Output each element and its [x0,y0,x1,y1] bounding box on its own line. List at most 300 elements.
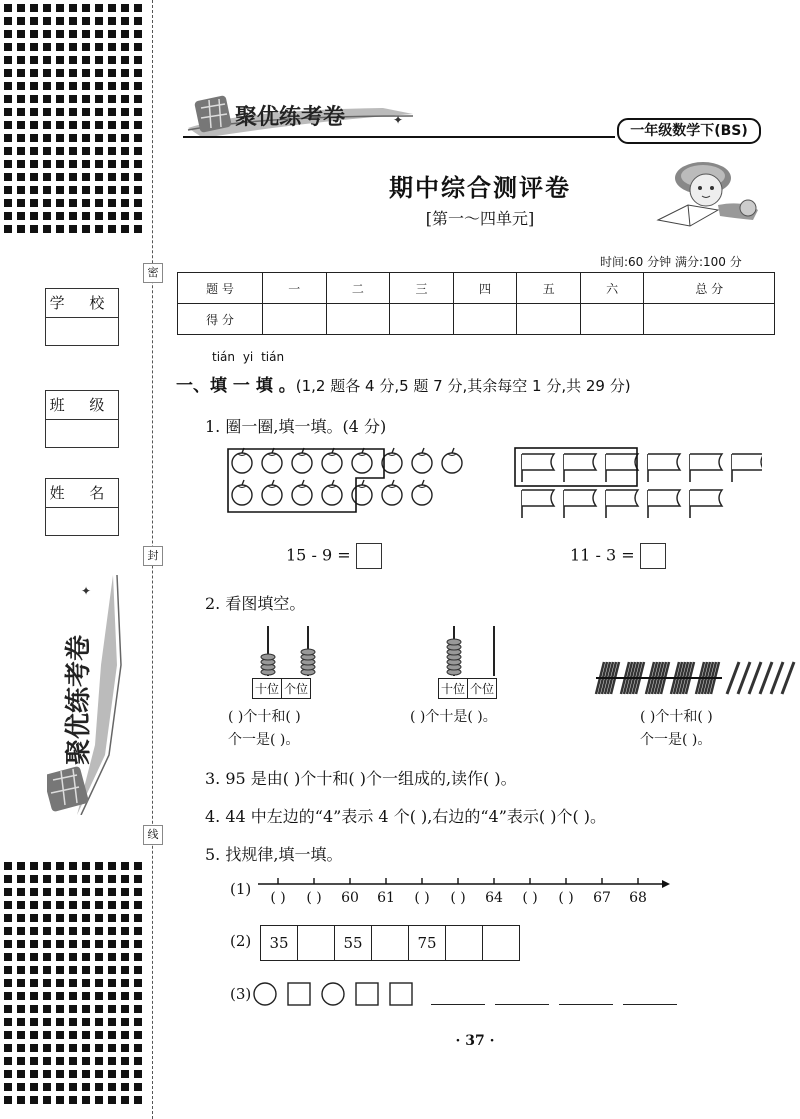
dot [134,147,142,155]
dot [95,147,103,155]
dot [43,17,51,25]
dot [82,966,90,974]
dot [17,1057,25,1065]
dot [69,1096,77,1104]
dot [43,953,51,961]
dot [69,225,77,233]
dot [134,225,142,233]
dot [56,225,64,233]
single-stick [738,662,750,694]
dot [82,134,90,142]
dot [69,1083,77,1091]
dot [69,160,77,168]
dot [43,1018,51,1026]
pattern-blank[interactable] [623,984,677,1005]
class-field[interactable] [45,390,119,448]
dot [134,4,142,12]
dot [108,1083,116,1091]
dot [108,82,116,90]
dot [134,1070,142,1078]
dot [69,43,77,51]
dot [30,30,38,38]
abacus-2-labels [438,678,497,699]
square-shape [288,983,310,1005]
dot [4,940,12,948]
dot [95,966,103,974]
dot [56,940,64,948]
time-score-info: 时间:60 分钟 满分:100 分 [600,255,742,269]
dot [82,1083,90,1091]
stick-bundle [621,662,647,694]
single-stick [749,662,761,694]
dot [69,30,77,38]
dot [82,901,90,909]
dot [108,147,116,155]
number-sequence-table [260,925,520,961]
dot [17,30,25,38]
page-number: · 37 · [455,1033,495,1049]
dot [56,173,64,181]
dot [43,4,51,12]
section-note: (1,2 题各 4 分,5 题 7 分,其余每空 1 分,共 29 分) [295,377,631,395]
dot [17,901,25,909]
dot [43,212,51,220]
square-shape [356,983,378,1005]
dot [121,1057,129,1065]
score-cell[interactable] [390,304,454,335]
dot [134,95,142,103]
dot [82,186,90,194]
dot [121,862,129,870]
dot [56,1083,64,1091]
dot [17,186,25,194]
dot [69,4,77,12]
dot [43,186,51,194]
dot [82,979,90,987]
number-line [258,874,670,908]
dot [95,134,103,142]
flag-icon [648,490,680,518]
pattern-blank[interactable] [495,984,549,1005]
dot [56,888,64,896]
dot [134,199,142,207]
dot [30,134,38,142]
vertical-brand-logo [47,575,127,815]
dot [95,927,103,935]
dot [108,69,116,77]
dot [82,43,90,51]
dot [121,43,129,51]
score-cell[interactable] [517,304,581,335]
dot [95,1005,103,1013]
section-pinyin: tián yi tián [212,350,285,364]
dot [134,160,142,168]
dot [56,147,64,155]
dot [56,30,64,38]
class-label: 班 级 [46,391,118,420]
dot [17,979,25,987]
dot [82,56,90,64]
name-blank[interactable] [46,508,118,535]
seal-mark-xian: 线 [143,825,163,845]
dot [43,875,51,883]
dot [4,966,12,974]
dot [121,888,129,896]
dot [17,953,25,961]
q2-blank-3b[interactable]: 个一是( )。 [640,732,712,748]
dot [108,1018,116,1026]
girl-reading-illustration [648,150,763,230]
dot [121,1096,129,1104]
star-icon: ✦ [393,113,404,127]
dot [43,225,51,233]
dot [121,4,129,12]
dot [82,4,90,12]
dot [43,1096,51,1104]
dot [43,82,51,90]
dot [95,1083,103,1091]
dot [108,186,116,194]
dot [95,875,103,883]
question-1-text: 1. 圈一圈,填一填。(4 分) [205,417,387,436]
dot [121,1005,129,1013]
score-cell[interactable] [453,304,517,335]
dot [43,1005,51,1013]
dot [95,992,103,1000]
dot [4,1057,12,1065]
apple-icon [442,448,462,473]
dot [134,212,142,220]
school-field[interactable] [45,288,119,346]
dot [43,927,51,935]
q2-blank-1b[interactable]: 个一是( )。 [228,732,300,748]
dot [108,134,116,142]
apple-icon [322,480,342,505]
dot [108,95,116,103]
dot [4,212,12,220]
bead [447,639,461,645]
flag-icon [564,454,596,482]
dot [43,56,51,64]
dot [43,992,51,1000]
flag-icon [648,454,680,482]
dot [121,225,129,233]
dot [108,225,116,233]
table-header-cell: 五 [517,273,581,304]
q2-blank-3a[interactable]: ( )个十和( ) [640,709,713,725]
dot [17,875,25,883]
dot [121,173,129,181]
dot [69,1018,77,1026]
bead [261,654,275,660]
dot [30,1057,38,1065]
question-3-text[interactable]: 3. 95 是由( )个十和( )个一组成的,读作( )。 [205,769,517,788]
class-blank[interactable] [46,420,118,447]
question-5-text: 5. 找规律,填一填。 [205,845,343,864]
dot [30,862,38,870]
dot [17,108,25,116]
single-stick [727,662,739,694]
dot [69,212,77,220]
dot [121,940,129,948]
dot [30,901,38,909]
stick-bundle [671,662,697,694]
score-cell[interactable] [263,304,327,335]
dot [56,95,64,103]
dot [95,1018,103,1026]
dot [17,1083,25,1091]
q5-part1-label: (1) [230,880,252,898]
dot [4,1096,12,1104]
dot [95,888,103,896]
dot [56,186,64,194]
dot [82,95,90,103]
dot [17,1018,25,1026]
dot [82,69,90,77]
bead [301,649,315,655]
question-4-text[interactable]: 4. 44 中左边的“4”表示 4 个( ),右边的“4”表示( )个( )。 [205,807,607,826]
number-line-label: 67 [593,890,611,906]
dot [30,1005,38,1013]
dot [121,69,129,77]
dot [82,121,90,129]
stick-bundle [646,662,672,694]
dot [95,1070,103,1078]
dot [134,901,142,909]
pattern-blank[interactable] [431,984,485,1005]
dot [43,966,51,974]
dot [121,953,129,961]
flag-icon [606,454,638,482]
dot [56,992,64,1000]
dot [134,953,142,961]
dot [69,108,77,116]
q2-blank-1a[interactable]: ( )个十和( ) [228,709,301,725]
dot [95,160,103,168]
score-cell[interactable] [580,304,644,335]
dot [17,927,25,935]
answer-box[interactable] [356,543,382,569]
dot [95,173,103,181]
dot [69,134,77,142]
dot [134,1057,142,1065]
dot [4,927,12,935]
dot [108,30,116,38]
dot [4,1083,12,1091]
dot [121,1070,129,1078]
dot [69,1057,77,1065]
dot [134,173,142,181]
dot [108,862,116,870]
dot [30,979,38,987]
dot [4,108,12,116]
star-icon: ✦ [81,584,92,598]
answer-box[interactable] [640,543,666,569]
dot [17,134,25,142]
dot [95,199,103,207]
dot [108,1070,116,1078]
dot [121,1083,129,1091]
sequence-cell[interactable] [372,926,409,961]
dot [108,901,116,909]
dot [17,95,25,103]
dot [43,199,51,207]
dot [121,17,129,25]
dot [4,979,12,987]
dot [134,966,142,974]
q5-part3 [230,980,677,1008]
apples-figure [226,446,481,516]
dot [108,173,116,181]
dot [108,17,116,25]
apple-icon [292,448,312,473]
dot [134,17,142,25]
dot [30,121,38,129]
number-line-label: ( ) [450,890,466,906]
dot [4,186,12,194]
q2-blank-2[interactable]: ( )个十是( )。 [410,709,497,725]
dot [69,1070,77,1078]
dot [82,82,90,90]
sequence-cell: 55 [335,926,372,961]
dot [4,1005,12,1013]
dot [69,147,77,155]
number-line-label: ( ) [306,890,322,906]
dot [56,108,64,116]
dot [134,875,142,883]
dot [121,147,129,155]
sequence-cell[interactable] [483,926,520,961]
dot [121,927,129,935]
dot [30,992,38,1000]
dot [17,199,25,207]
dot [69,82,77,90]
dot [69,992,77,1000]
dot [95,225,103,233]
dot [121,1018,129,1026]
dot [69,121,77,129]
dot [17,992,25,1000]
dot [4,43,12,51]
tens-label: 十位 [255,682,280,696]
dot [30,43,38,51]
dot [108,992,116,1000]
dot [30,1070,38,1078]
dot [69,199,77,207]
dot [56,914,64,922]
dot [82,927,90,935]
dot [108,1057,116,1065]
dot [17,1096,25,1104]
flag-icon [564,490,596,518]
dot [82,1005,90,1013]
dot [30,966,38,974]
school-blank[interactable] [46,318,118,345]
dot [69,173,77,181]
table-header-cell: 二 [326,273,390,304]
dot [69,888,77,896]
dot [4,914,12,922]
dot [30,940,38,948]
dot [17,69,25,77]
table-header-cell: 题 号 [178,273,263,304]
dot [108,199,116,207]
vertical-brand-text: 聚优练考卷 [64,634,94,765]
equation-left-text: 15 - 9 = [286,545,351,565]
abacus-1-labels [252,678,311,699]
cube-icon [194,95,232,133]
dot [56,121,64,129]
dot [69,186,77,194]
stick-bundle [596,662,622,694]
number-line-label: ( ) [414,890,430,906]
dot [43,43,51,51]
dot [56,212,64,220]
dot [82,199,90,207]
dot [82,992,90,1000]
dot [121,875,129,883]
score-cell[interactable] [326,304,390,335]
dot [121,82,129,90]
score-cell[interactable] [644,304,775,335]
dot [4,1018,12,1026]
dot [108,888,116,896]
dot [69,875,77,883]
dot [121,186,129,194]
dot [43,30,51,38]
ones-label: 个位 [281,679,310,698]
dot [43,95,51,103]
dot [17,173,25,181]
dot [4,160,12,168]
pattern-blank[interactable] [559,984,613,1005]
dot [82,30,90,38]
section-heading [176,371,631,396]
dot [17,212,25,220]
dot [30,56,38,64]
sequence-cell[interactable] [446,926,483,961]
dot [69,901,77,909]
dot [134,862,142,870]
dot [4,875,12,883]
dot [30,160,38,168]
dot [56,56,64,64]
dot [108,940,116,948]
dot [4,134,12,142]
dot [134,979,142,987]
sticks-figure [592,658,800,698]
flag-icon [690,490,722,518]
circle-shape [322,983,344,1005]
equation-right [570,543,666,569]
dot [95,108,103,116]
name-field[interactable] [45,478,119,536]
flag-icon [522,490,554,518]
dot [56,82,64,90]
dot [30,1018,38,1026]
dot [56,927,64,935]
ones-label: 个位 [467,679,496,698]
dot [95,56,103,64]
tens-label: 十位 [441,682,466,696]
dot [82,173,90,181]
dot [69,862,77,870]
sequence-cell[interactable] [298,926,335,961]
dot [43,160,51,168]
number-line-label: 61 [377,890,395,906]
dot [95,69,103,77]
single-stick [782,662,794,694]
